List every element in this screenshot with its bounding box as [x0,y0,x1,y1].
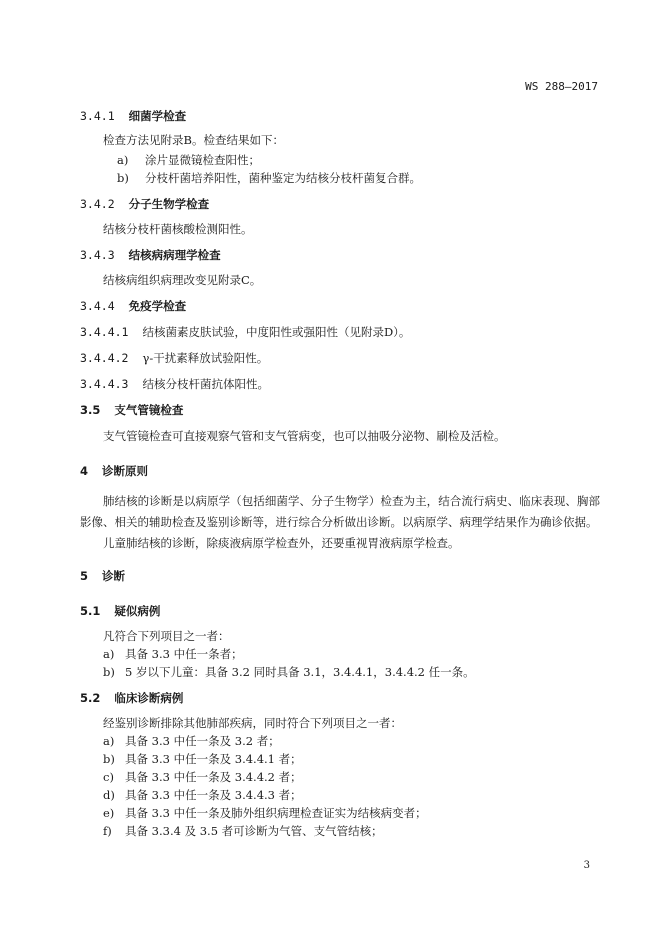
section-title: 支气管镜检查 [114,403,184,417]
section-number: 3.4.3 [80,248,115,262]
section-3-4-2-heading [80,196,209,212]
section-4-paragraph: 肺结核的诊断是以病原学（包括细菌学、分子生物学）检查为主，结合流行病史、临床表现、胸部影像、相关的辅助检查及鉴别诊断等，进行综合分析做出诊断。以病原学、病理学结果作为确诊依据。 [80,494,600,529]
clause-text: 结核分枝杆菌抗体阳性。 [142,377,269,391]
section-number: 3.4.4 [80,299,115,313]
list-item [103,646,243,662]
section-number: 5.1 [80,604,101,618]
clause-3-4-4-3 [80,376,269,392]
section-number: 5 [80,569,89,583]
clause-3-4-4-1 [80,324,410,340]
section-3-5-body: 支气管镜检查可直接观察气管和支气管病变，也可以抽吸分泌物、刷检及活检。 [103,429,506,443]
section-title: 临床诊断病例 [114,691,184,705]
section-title: 诊断 [102,569,126,583]
list-item [117,170,421,186]
list-label: d) [103,788,115,802]
section-5-2-intro: 经鉴别诊断排除其他肺部疾病，同时符合下列项目之一者： [103,716,402,730]
section-3-4-2-body: 结核分枝杆菌核酸检测阳性。 [103,222,253,236]
list-label: b) [103,665,115,679]
document-code: WS 288—2017 [525,80,598,93]
clause-3-4-4-2 [80,350,268,366]
list-item [117,152,260,168]
section-5-heading [80,568,125,584]
clause-text: γ-干扰素释放试验阳性。 [142,351,269,365]
section-title: 结核病病理学检查 [128,248,221,262]
list-label: e) [103,806,115,820]
section-title: 细菌学检查 [128,109,187,123]
section-3-4-3-body: 结核病组织病理改变见附录C。 [103,273,262,287]
page-number: 3 [583,860,590,871]
list-text: 具备 3.3.4 及 3.5 者可诊断为气管、支气管结核； [125,824,383,838]
list-label: a) [103,647,115,661]
clause-text: 结核菌素皮肤试验，中度阳性或强阳性（见附录D）。 [142,325,411,339]
list-item [103,664,475,680]
list-label: c) [103,770,114,784]
section-5-2-heading [80,690,183,706]
list-text: 具备 3.3 中任一条及 3.4.4.3 者； [125,788,302,802]
section-4-heading [80,463,148,479]
list-text: 具备 3.3 中任一条及 3.4.4.1 者； [125,752,302,766]
clause-number: 3.4.4.3 [80,377,129,391]
list-item [103,733,280,749]
section-title: 诊断原则 [102,464,149,478]
section-number: 4 [80,464,89,478]
list-label: a) [117,153,129,167]
section-5-1-heading [80,603,160,619]
list-text: 涂片显微镜检查阳性； [145,153,260,167]
section-3-4-1-heading [80,108,186,124]
list-item [103,805,427,821]
list-label: f) [103,824,112,838]
clause-number: 3.4.4.1 [80,325,129,339]
list-item [103,769,302,785]
section-title: 疑似病例 [114,604,161,618]
list-text: 具备 3.3 中任一条及 3.2 者； [125,734,280,748]
section-4-paragraph: 儿童肺结核的诊断，除痰液病原学检查外，还要重视胃液病原学检查。 [103,536,460,550]
section-title: 免疫学检查 [128,299,187,313]
section-3-4-4-heading [80,298,186,314]
list-label: a) [103,734,115,748]
list-label: b) [117,171,129,185]
section-number: 3.4.1 [80,109,115,123]
list-text: 分枝杆菌培养阳性，菌种鉴定为结核分枝杆菌复合群。 [145,171,421,185]
section-3-5-heading [80,402,183,418]
list-text: 具备 3.3 中任一条及 3.4.4.2 者； [125,770,302,784]
list-text: 具备 3.3 中任一条者； [125,647,243,661]
list-item [103,823,383,839]
section-3-4-3-heading [80,247,221,263]
list-item [103,751,302,767]
section-title: 分子生物学检查 [128,197,210,211]
clause-number: 3.4.4.2 [80,351,129,365]
list-item [103,787,302,803]
section-3-4-1-intro: 检查方法见附录B。检查结果如下： [103,133,284,147]
section-number: 3.4.2 [80,197,115,211]
section-number: 3.5 [80,403,101,417]
list-label: b) [103,752,115,766]
list-text: 5 岁以下儿童：具备 3.2 同时具备 3.1，3.4.4.1，3.4.4.2 任一条。 [125,665,475,679]
section-number: 5.2 [80,691,101,705]
section-5-1-intro: 凡符合下列项目之一者： [103,629,230,643]
list-text: 具备 3.3 中任一条及肺外组织病理检查证实为结核病变者； [125,806,427,820]
